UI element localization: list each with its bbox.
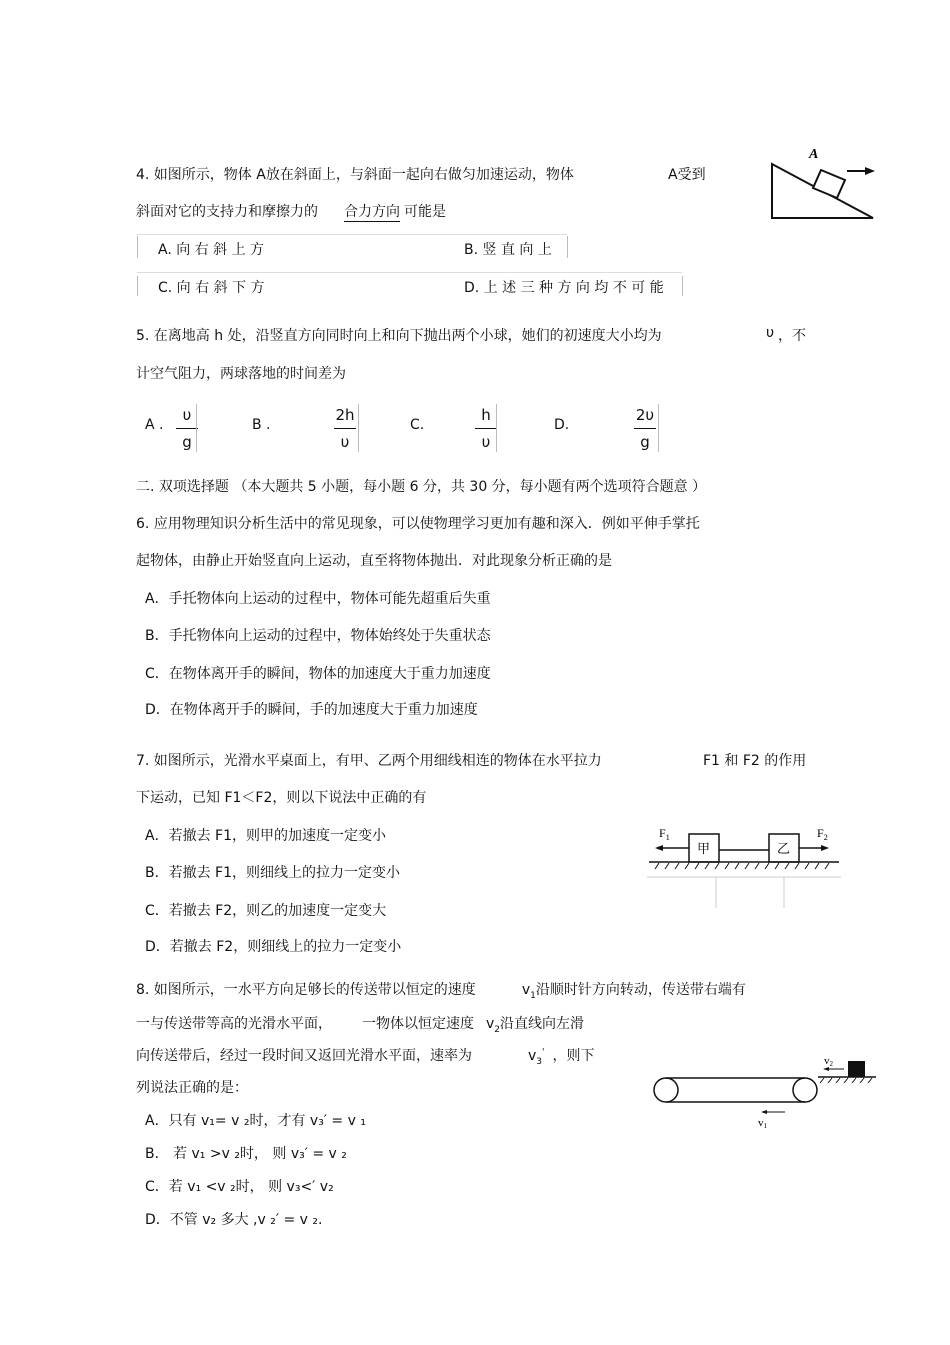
table-hatching [655, 863, 829, 869]
v1-label: v1 [758, 1117, 767, 1130]
q4-line2-post: 可能是 [404, 204, 446, 220]
v2-label: v2 [824, 1055, 833, 1068]
q7-option-d[interactable]: D．若撤去 F2，则细线上的拉力一定变小 [145, 939, 402, 955]
platform-hatching [820, 1078, 872, 1083]
block-yi-label: 乙 [777, 842, 791, 857]
q5-option-b-label[interactable]: B . [252, 417, 271, 433]
fraction-bar [634, 428, 656, 429]
q8-stem-line2 [136, 1013, 584, 1035]
fraction-numerator: 2h [335, 406, 355, 424]
q4-option-border-left-2 [137, 276, 138, 296]
q4-stem-line1-tail: A受到 [668, 167, 706, 183]
q6-stem-line2: 起物体，由静止开始竖直向上运动，直至将物体抛出．对此现象分析正确的是 [136, 553, 612, 569]
q6-option-d[interactable]: D．在物体离开手的瞬间，手的加速度大于重力加速度 [145, 702, 478, 718]
f1-arrow-head [655, 845, 663, 851]
q4-option-border-left-1 [137, 236, 138, 258]
q5-option-d-label[interactable]: D. [554, 417, 570, 433]
q4-option-c[interactable]: C. 向 右 斜 下 方 [158, 280, 265, 296]
q8-line2-vsub: 2 [494, 1024, 501, 1035]
q7-stem-line1-tail: F1 和 F2 的作用 [703, 753, 807, 769]
q5-d-right-border [658, 404, 659, 452]
q4-option-a[interactable]: A. 向 右 斜 上 方 [158, 242, 265, 258]
fraction-bar [176, 428, 198, 429]
q5-option-a-fraction [176, 404, 198, 453]
q8-stem-line4: 列说法正确的是： [136, 1080, 248, 1096]
f2-label: $F_2$ [817, 826, 828, 842]
q5-option-a-label[interactable]: A . [145, 417, 164, 433]
v2-arrow-head [823, 1067, 829, 1071]
q7-stem-line2: 下运动，已知 F1＜F2，则以下说法中正确的有 [136, 790, 427, 806]
q8-stem-line3 [136, 1045, 595, 1067]
q8-line2-c: 沿直线向左滑 [500, 1016, 585, 1032]
q4-option-b[interactable]: B. 竖 直 向 上 [464, 242, 552, 258]
q5-option-d-fraction [634, 404, 656, 453]
q8-line3-v: v [528, 1048, 537, 1064]
q6-option-b[interactable]: B．手托物体向上运动的过程中，物体始终处于失重状态 [145, 628, 491, 644]
q8-line2-v: v [486, 1016, 495, 1032]
fraction-denominator: g [640, 433, 650, 451]
q8-line1-b: 沿顺时针方向转动，传送带右端有 [535, 982, 746, 998]
q5-stem-line2: 计空气阻力，两球落地的时间差为 [136, 366, 346, 382]
q8-line3-vsup: ' [542, 1047, 545, 1058]
q7-option-c[interactable]: C．若撤去 F2，则乙的加速度一定变大 [145, 903, 387, 919]
q4-option-divider-mid [137, 272, 682, 273]
q7-blocks-figure [645, 820, 845, 910]
q4-stem-line2 [136, 201, 446, 221]
fraction-numerator: h [481, 406, 491, 424]
q8-option-a[interactable]: A．只有 v₁= v ₂时，才有 v₃′ = v ₁ [145, 1113, 366, 1129]
v1-arrow-head [761, 1110, 767, 1114]
q8-line3-vsub: 3 [536, 1056, 543, 1067]
q5-stem-line1-tail: ，不 [778, 328, 806, 344]
q7-option-a[interactable]: A．若撤去 F1，则甲的加速度一定变小 [145, 828, 386, 844]
block-a-label: A [809, 147, 819, 162]
q4-option-border-right-2 [682, 276, 683, 296]
fraction-numerator: 2υ [635, 406, 655, 424]
q4-option-d[interactable]: D. 上 述 三 种 方 向 均 不 可 能 [464, 280, 664, 296]
q5-a-right-border [196, 404, 197, 452]
q4-option-border-right-1 [567, 236, 568, 258]
q6-stem-line1: 6. 应用物理知识分析生活中的常见现象，可以使物理学习更加有趣和深入．例如平伸手掌托 [136, 516, 700, 532]
fraction-denominator: υ [481, 433, 491, 451]
q4-line2-underlined: 合力方向 [344, 204, 400, 220]
q4-option-divider-top [137, 234, 567, 235]
q7-option-b[interactable]: B．若撤去 F1，则细线上的拉力一定变小 [145, 865, 401, 881]
left-pulley [654, 1078, 678, 1102]
right-pulley [793, 1078, 817, 1102]
fraction-denominator: υ [340, 433, 350, 451]
q8-stem-line1 [136, 979, 746, 1001]
q7-stem-line1: 7. 如图所示，光滑水平桌面上，有甲、乙两个用细线相连的物体在水平拉力 [136, 753, 602, 769]
q8-line1-vsub: 1 [530, 990, 536, 1001]
q6-option-a[interactable]: A．手托物体向上运动的过程中，物体可能先超重后失重 [145, 591, 491, 607]
q8-option-c[interactable]: C．若 v₁ <v ₂时， 则 v₃<′ v₂ [145, 1179, 334, 1195]
q4-stem-line1 [136, 164, 574, 184]
q5-b-right-border [358, 404, 359, 452]
q8-conveyor-figure [648, 1052, 883, 1132]
f1-label: $F_1$ [659, 826, 670, 842]
block-a [813, 170, 845, 198]
q8-line1-a: 8. 如图所示，一水平方向足够长的传送带以恒定的速度 [136, 982, 476, 998]
block-jia-label: 甲 [697, 842, 711, 857]
fraction-denominator: g [182, 433, 192, 451]
q8-line2-b: 一物体以恒定速度 [362, 1016, 474, 1032]
q8-line3-b: ，则下 [552, 1048, 595, 1064]
q8-line1-v: v [521, 982, 531, 998]
fraction-bar [475, 428, 497, 429]
q5-option-c-fraction [475, 404, 497, 453]
acceleration-arrow-head [865, 167, 875, 175]
sliding-object [848, 1061, 865, 1077]
q5-option-b-fraction [334, 404, 356, 453]
q8-line3-a: 向传送带后，经过一段时间又返回光滑水平面，速率为 [136, 1048, 472, 1064]
fraction-numerator: υ [182, 406, 192, 424]
q4-line1-text: 4. 如图所示，物体 A放在斜面上，与斜面一起向右做匀加速运动，物体 [136, 167, 574, 183]
q5-option-c-label[interactable]: C. [410, 417, 425, 433]
q8-option-b[interactable]: B． 若 v₁ >v ₂时， 则 v₃′ = v ₂ [145, 1146, 347, 1162]
fraction-bar [334, 428, 356, 429]
q8-line2-a: 一与传送带等高的光滑水平面， [136, 1016, 332, 1032]
q4-incline-figure [765, 140, 885, 230]
q5-c-right-border [496, 404, 497, 452]
q6-option-c[interactable]: C．在物体离开手的瞬间，物体的加速度大于重力加速度 [145, 666, 491, 682]
q8-option-d[interactable]: D．不管 v₂ 多大 ,v ₂′ = v ₂. [145, 1212, 323, 1228]
section-2-heading: 二. 双项选择题 （本大题共 5 小题，每小题 6 分，共 30 分，每小题有两个选项符合题意 ） [136, 479, 707, 495]
q4-line2-pre: 斜面对它的支持力和摩擦力的 [136, 204, 318, 220]
f2-arrow-head [821, 845, 829, 851]
q5-stem-line1: 5. 在离地高 h 处，沿竖直方向同时向上和向下抛出两个小球，她们的初速度大小均为 [136, 328, 662, 344]
q5-stem-line1-symbol: υ [766, 325, 775, 341]
